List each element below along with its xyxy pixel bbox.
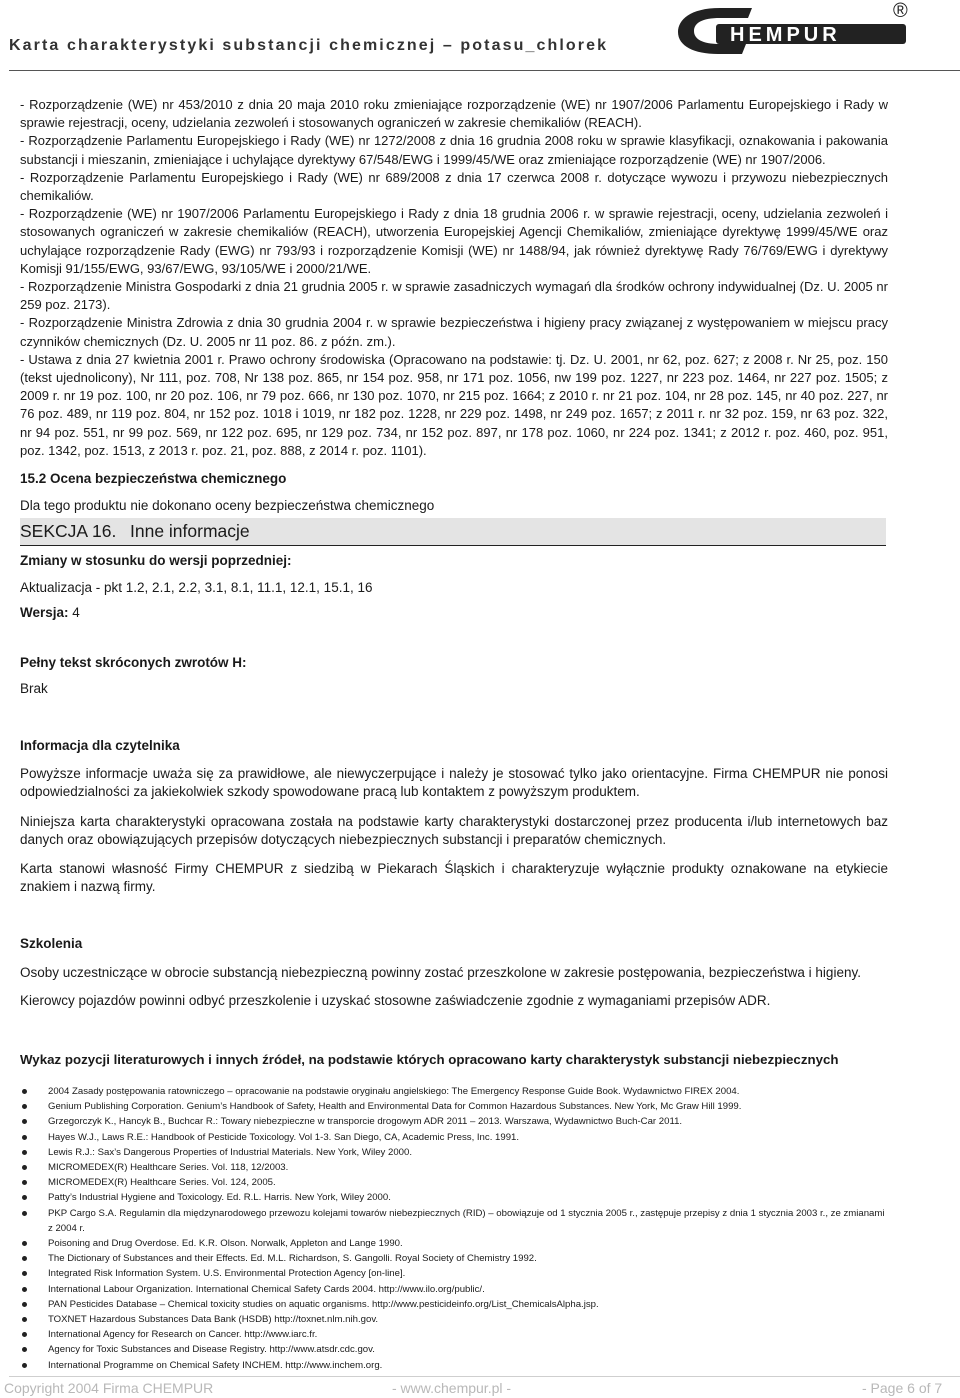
version-line [20,604,888,622]
section-16-header [20,518,886,546]
changes-label: Zmiany w stosunku do wersji poprzedniej: [20,553,292,568]
chempur-logo [672,2,922,56]
header-divider [9,70,960,71]
training-paragraph: Osoby uczestniczące w obrocie substancją niebezpieczną powinny zostać przeszkolone w zakresie postępowania, bezpieczeństwa i higieny. [20,965,861,980]
literature-item: MICROMEDEX(R) Healthcare Series. Vol. 124, 2005. [48,1175,888,1190]
regulation-item: - Rozporządzenie Parlamentu Europejskiego i Rady (WE) nr 1272/2008 z dnia 16 grudnia 2008 roku w sprawie klasyfikacji, oznakowania i pakowania substancji i mieszanin, zmieniające i uchylające dyrektywy 67/548/EWG i 1999/45/WE oraz zmieniające rozporządzenie (WE) nr 1907/2006. [20,133,888,167]
reader-info-paragraph: Niniejsza karta charakterystyki opracowana została na podstawie karty charakterystyki dostarczonej przez producenta i/lub internetowych baz danych oraz obowiązujących przepisów dotyczących niebezpiecznych substancji i preparatów chemicznych. [20,814,888,847]
literature-item: International Programme on Chemical Safety INCHEM. http://www.inchem.org. [48,1358,888,1373]
literature-item: Hayes W.J., Laws R.E.: Handbook of Pesticide Toxicology. Vol 1-3. San Diego, CA, Academic Press, Inc. 1991. [48,1130,888,1145]
footer-website[interactable]: - www.chempur.pl - [392,1380,512,1396]
section-15-2-heading: 15.2 Ocena bezpieczeństwa chemicznego [20,471,287,486]
h-phrases-label: Pełny tekst skróconych zwrotów H: [20,655,247,670]
document-title: Karta charakterystyki substancji chemicznej – potasu_chlorek [9,37,609,54]
training-paragraph: Kierowcy pojazdów powinni odbyć przeszkolenie i uzyskać stosowne zaświadczenie zgodnie z wymaganiami przepisów ADR. [20,993,771,1008]
literature-item: International Labour Organization. International Chemical Safety Cards 2004. http://www.ilo.org/public/. [48,1282,888,1297]
literature-item: Lewis R.J.: Sax’s Dangerous Properties of Industrial Materials. New York, Wiley 2000. [48,1145,888,1160]
footer-page-number: - Page 6 of 7 [862,1380,943,1396]
footer-divider [9,1376,960,1377]
section-15-2-text: Dla tego produktu nie dokonano oceny bezpieczeństwa chemicznego [20,498,435,513]
regulation-item: - Rozporządzenie (WE) nr 453/2010 z dnia 20 maja 2010 roku zmieniające rozporządzenie (WE) nr 1907/2006 Parlamentu Europejskiego i Rady w sprawie rejestracji, oceny, udzielania zezwoleń i stosowanych ograniczeń w zakresie chemikaliów (REACH). [20,97,888,131]
literature-item: TOXNET Hazardous Substances Data Bank (HSDB) http://toxnet.nlm.nih.gov. [48,1312,888,1327]
version-label: Wersja: [20,605,69,620]
registered-mark: ® [893,0,908,22]
literature-item: MICROMEDEX(R) Healthcare Series. Vol. 118, 12/2003. [48,1160,888,1175]
literature-item: PKP Cargo S.A. Regulamin dla międzynarodowego przewozu kolejami towarów niebezpiecznych (RID) – obowiązuje od 1 stycznia 2005 r., zastępuje przepisy z dnia 1 stycznia 2003 r., ze zmianami z 2004 r. [48,1206,888,1236]
regulation-item: - Rozporządzenie Parlamentu Europejskiego i Rady (WE) nr 689/2008 z dnia 17 czerwca 2008 r. dotyczące wywozu i przywozu niebezpiecznych chemikaliów. [20,169,888,204]
literature-list [48,1084,888,1373]
section-title: Inne informacje [130,521,250,541]
literature-label: Wykaz pozycji literaturowych i innych źródeł, na podstawie których opracowano karty charakterystyk substancji niebezpiecznych [20,1052,839,1067]
version-value: 4 [72,605,80,620]
footer-copyright: Copyright 2004 Firma CHEMPUR [4,1380,214,1396]
literature-item: PAN Pesticides Database – Chemical toxicity studies on aquatic organisms. http://www.pesticideinfo.org/List_ChemicalsAlpha.jsp. [48,1297,888,1312]
literature-item: Poisoning and Drug Overdose. Ed. K.R. Olson. Norwalk, Appleton and Lange 1990. [48,1236,888,1251]
page-header [0,0,960,72]
regulation-item: - Rozporządzenie Ministra Gospodarki z dnia 21 grudnia 2005 r. w sprawie zasadniczych wymagań dla środków ochrony indywidualnej (Dz. U. 2005 nr 259 poz. 2173). [20,279,888,313]
regulations-list [20,96,888,460]
svg-text:HEMPUR: HEMPUR [730,24,841,46]
literature-item: International Agency for Research on Cancer. http://www.iarc.fr. [48,1327,888,1342]
page-footer [0,1378,960,1398]
reader-info-paragraph: Karta stanowi własność Firmy CHEMPUR z siedzibą w Piekarach Śląskich i charakteryzuje wyłącznie produkty oznakowane na etykiecie znakiem i nazwą firmy. [20,861,888,894]
regulation-item: - Rozporządzenie (WE) nr 1907/2006 Parlamentu Europejskiego i Rady z dnia 18 grudnia 2006 r. w sprawie rejestracji, oceny, udzielania zezwoleń i stosowanych ograniczeń w zakresie chemikaliów (REACH), utworzenia Europejskiej Agencji Chemikaliów, zmieniające dyrektywę 1999/45/WE oraz uchylające rozporządzenie Rady (EWG) nr 793/93 i rozporządzenie Komisji (WE) nr 1488/94, jak również dyrektywę Rady 76/769/EWG i dyrektywy Komisji 91/155/EWG, 93/67/EWG, 93/105/WE i 2000/21/WE. [20,206,888,276]
changes-text: Aktualizacja - pkt 1.2, 2.1, 2.2, 3.1, 8.1, 11.1, 12.1, 15.1, 16 [20,580,373,595]
regulation-item: - Rozporządzenie Ministra Zdrowia z dnia 30 grudnia 2004 r. w sprawie bezpieczeństwa i higieny pracy związanej z występowaniem w miejscu pracy czynników chemicznych (Dz. U. 2005 nr 11 poz. 86. z późn. zm.). [20,315,888,349]
literature-item: Patty’s Industrial Hygiene and Toxicology. Ed. R.L. Harris. New York, Wiley 2000. [48,1190,888,1205]
literature-item: Integrated Risk Information System. U.S. Environmental Protection Agency [on-line]. [48,1266,888,1281]
literature-item: 2004 Zasady postępowania ratowniczego – opracowanie na podstawie oryginału angielskiego: The Emergency Response Guide Book. Wydawnictwo FIREX 2004. [48,1084,888,1099]
section-number: SEKCJA 16. [20,521,117,541]
literature-item: Genium Publishing Corporation. Genium’s Handbook of Safety, Health and Environmental Data for Common Hazardous Substances. New York, Mc Graw Hill 1999. [48,1099,888,1114]
training-label: Szkolenia [20,936,83,951]
literature-item: Grzegorczyk K., Hancyk B., Buchcar R.: Towary niebezpieczne w transporcie drogowym ADR 2011 – 2013. Warszawa, Wydawnictwo Buch-Car 2011. [48,1114,888,1129]
h-phrases-value: Brak [20,681,48,696]
regulation-item: - Ustawa z dnia 27 kwietnia 2001 r. Prawo ochrony środowiska (Opracowano na podstawie: tj. Dz. U. 2001, nr 62, poz. 627; z 2008 r. Nr 25, poz. 150 (tekst ujednolicony), Nr 111, poz. 708, Nr 138 poz. 865, nr 154 poz. 958, nr 171 poz. 1056, nw 199 poz. 1227, nr 223 poz. 1464, nr 227 poz. 1505; z 2009 r. nr 19 poz. 100, nr 20 poz. 106, nr 79 poz. 666, nr 130 poz. 1070, nr 215 poz. 1664; z 2010 r. nr 21 poz. 104, nr 28 poz. 145, nr 40 poz. 227, nr 76 poz. 489, nr 119 poz. 804, nr 152 poz. 1018 i 1019, nr 182 poz. 1228, nr 229 poz. 1498, nr 249 poz. 1657; z 2011 r. nr 32 poz. 159, nr 63 poz. 322, nr 94 poz. 551, nr 99 poz. 569, nr 122 poz. 695, nr 129 poz. 734, nr 152 poz. 897, nr 178 poz. 1060, nr 224 poz. 1341; z 2012 r. poz. 460, poz. 951, poz. 1342, poz. 1513, z 2013 r. poz. 21, poz. 888, z 2014 r. poz. 1101). [20,351,888,458]
reader-info-label: Informacja dla czytelnika [20,738,180,753]
reader-info-paragraph: Powyższe informacje uważa się za prawidłowe, ale niewyczerpujące i należy je stosować tylko jako orientacyjne. Firma CHEMPUR nie ponosi odpowiedzialności za jakiekolwiek szkody spowodowane pracą lub kontaktem z powyższym produktem. [20,766,888,799]
literature-item: The Dictionary of Substances and their Effects. Ed. M.L. Richardson, S. Gangolli. Royal Society of Chemistry 1992. [48,1251,888,1266]
literature-item: Agency for Toxic Substances and Disease Registry. http://www.atsdr.cdc.gov. [48,1342,888,1357]
